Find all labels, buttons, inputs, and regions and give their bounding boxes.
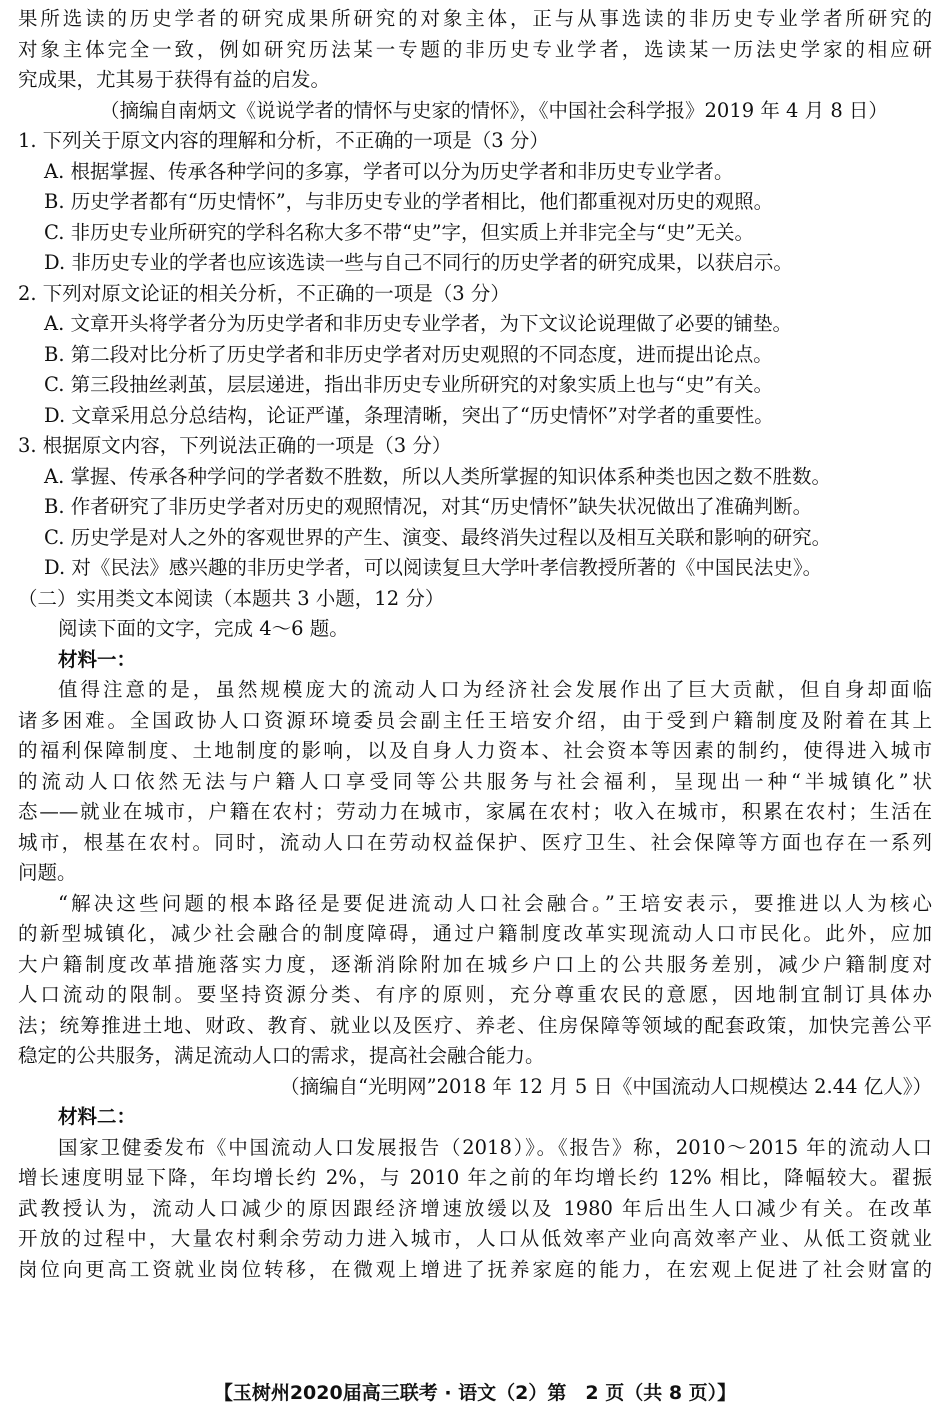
material-1-paragraph-2 bbox=[18, 889, 932, 1072]
material-2-paragraph-1 bbox=[18, 1133, 932, 1286]
question-stem: 2. 下列对原文论证的相关分析，不正确的一项是（3 分） bbox=[18, 281, 510, 305]
question-stem: 1. 下列关于原文内容的理解和分析，不正确的一项是（3 分） bbox=[18, 129, 549, 152]
option-d: D. 对《民法》感兴趣的非历史学者，可以阅读复旦大学叶孝信教授所著的《中国民法史》。 bbox=[44, 556, 823, 579]
question-3 bbox=[18, 431, 932, 584]
text-line: “解决这些问题的根本路径是要促进流动人口社会融合。”王培安表示，要推进以人为核心 bbox=[58, 891, 932, 915]
option-b: B. 第二段对比分析了历史学者和非历史学者对历史观照的不同态度，进而提出论点。 bbox=[44, 342, 773, 366]
option-b: B. 作者研究了非历史学者对历史的观照情况，对其“历史情怀”缺失状况做出了准确判断。 bbox=[44, 495, 813, 518]
text-line: 态——就业在城市，户籍在农村；劳动力在城市，家属在农村；收入在城市，积累在农村；生活在 bbox=[18, 800, 932, 823]
option-a: A. 文章开头将学者分为历史学者和非历史专业学者，为下文议论说理做了必要的铺垫。 bbox=[44, 312, 792, 335]
text-line: 法；统筹推进土地、财政、教育、就业以及医疗、养老、住房保障等领域的配套政策，加快完善公平 bbox=[18, 1013, 932, 1037]
text-line: 增长速度明显下降，年均增长约 2%，与 2010 年之前的年均增长约 12% 相比，降幅较大。翟振 bbox=[18, 1166, 932, 1189]
text-line: 诸多困难。全国政协人口资源环境委员会副主任王培安介绍，由于受到户籍制度及附着在其上 bbox=[18, 708, 932, 732]
text-line: 的新型城镇化，减少社会融合的制度障碍，通过户籍制度改革实现流动人口市民化。此外，应加 bbox=[18, 922, 932, 945]
question-1 bbox=[18, 126, 932, 279]
material-2-title: 材料二： bbox=[58, 1105, 137, 1128]
text-line: 大户籍制度改革措施落实力度，逐渐消除附加在城乡户口上的公共服务差别，减少户籍制度对 bbox=[18, 952, 932, 976]
text-line: 人口流动的限制。要坚持资源分类、有序的原则，充分尊重农民的意愿，因地制宜制订具体办 bbox=[18, 983, 932, 1006]
text-line: 的福利保障制度、土地制度的影响，以及自身人力资本、社会资本等因素的制约，使得进入城市 bbox=[18, 739, 932, 762]
option-b: B. 历史学者都有“历史情怀”，与非历史专业的学者相比，他们都重视对历史的观照。 bbox=[44, 190, 774, 213]
text-line: 开放的过程中，大量农村剩余劳动力进入城市，人口从低效率产业向高效率产业、从低工资就业 bbox=[18, 1227, 932, 1250]
option-a: A. 根据掌握、传承各种学问的多寡，学者可以分为历史学者和非历史专业学者。 bbox=[44, 159, 734, 183]
instruction: 阅读下面的文字，完成 4～6 题。 bbox=[58, 617, 349, 640]
text-line: 值得注意的是，虽然规模庞大的流动人口为经济社会发展作出了巨大贡献，但自身却面临 bbox=[58, 678, 932, 701]
page-footer: 【玉树州2020届高三联考 · 语文（2）第 2 页（共 8 页）】 bbox=[213, 1382, 737, 1404]
exam-page bbox=[18, 4, 932, 1285]
text-line: 城市，根基在农村。同时，流动人口在劳动权益保护、医疗卫生、社会保障等方面也存在一系列 bbox=[18, 830, 932, 854]
section-title: （二）实用类文本阅读（本题共 3 小题，12 分） bbox=[18, 586, 445, 610]
text-line: 稳定的公共服务，满足流动人口的需求，提高社会融合能力。 bbox=[18, 1044, 545, 1067]
option-d: D. 非历史专业的学者也应该选读一些与自己不同行的历史学者的研究成果，以获启示。 bbox=[44, 251, 793, 274]
text-line: 究成果，尤其易于获得有益的启发。 bbox=[18, 68, 331, 91]
option-a: A. 掌握、传承各种学问的学者数不胜数，所以人类所掌握的知识体系种类也因之数不胜数。 bbox=[44, 464, 831, 488]
material-1-title: 材料一： bbox=[58, 647, 137, 671]
text-line: 岗位向更高工资就业岗位转移，在微观上增进了抚养家庭的能力，在宏观上促进了社会财富的 bbox=[18, 1257, 932, 1281]
source-citation: （摘编自南炳文《说说学者的情怀与史家的情怀》，《中国社会科学报》2019 年 4 月 8 日） bbox=[100, 98, 888, 122]
passage-continuation bbox=[18, 4, 932, 96]
option-d: D. 文章采用总分总结构，论证严谨，条理清晰，突出了“历史情怀”对学者的重要性。 bbox=[44, 403, 774, 427]
question-stem: 3. 根据原文内容，下列说法正确的一项是（3 分） bbox=[18, 434, 452, 457]
text-line: 武教授认为，流动人口减少的原因跟经济增速放缓以及 1980 年后出生人口减少有关。在改革 bbox=[18, 1196, 932, 1220]
text-line: 问题。 bbox=[18, 861, 77, 884]
source-citation: （摘编自“光明网”2018 年 12 月 5 日《中国流动人口规模达 2.44 亿人》） bbox=[280, 1074, 932, 1098]
text-line: 对象主体完全一致，例如研究历法某一专题的非历史专业学者，选读某一历法史学家的相应研 bbox=[18, 37, 932, 61]
material-1-paragraph-1 bbox=[18, 675, 932, 889]
option-c: C. 历史学是对人之外的客观世界的产生、演变、最终消失过程以及相互关联和影响的研究。 bbox=[44, 525, 832, 549]
option-c: C. 第三段抽丝剥茧，层层递进，指出非历史专业所研究的对象实质上也与“史”有关。 bbox=[44, 373, 774, 396]
question-2 bbox=[18, 279, 932, 432]
text-line: 的流动人口依然无法与户籍人口享受同等公共服务与社会福利，呈现出一种“半城镇化”状 bbox=[18, 769, 932, 793]
text-line: 国家卫健委发布《中国流动人口发展报告（2018）》。《报告》称，2010～2015 年的流动人口 bbox=[58, 1135, 932, 1159]
option-c: C. 非历史专业所研究的学科名称大多不带“史”字，但实质上并非完全与“史”无关。 bbox=[44, 220, 754, 244]
text-line: 果所选读的历史学者的研究成果所研究的对象主体，正与从事选读的非历史专业学者所研究的 bbox=[18, 7, 932, 30]
